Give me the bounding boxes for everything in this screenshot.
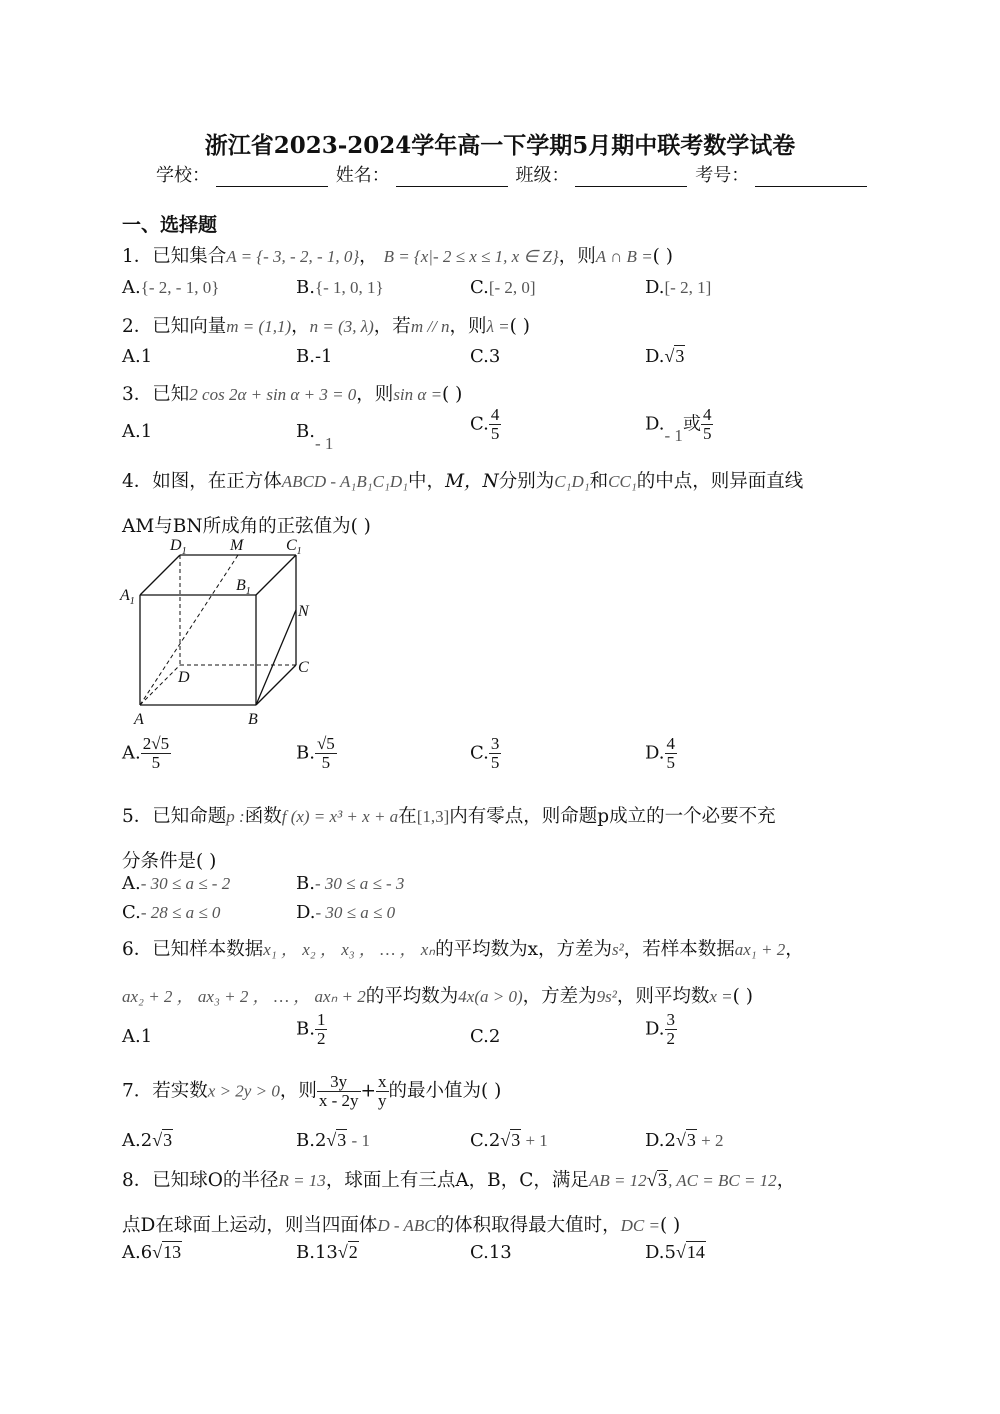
q3-d-frac: [701, 406, 714, 443]
school-label: 学校：: [156, 165, 210, 186]
q2-paren: ( ): [509, 316, 530, 337]
q7-vd2: + 2: [696, 1131, 724, 1150]
q5-vc: - 28 ≤ a ≤ 0: [140, 903, 221, 922]
q4-oc: C.: [470, 742, 489, 764]
q4-option-b: [296, 735, 337, 772]
q1-option-a: [122, 277, 219, 298]
q6-s2: s²: [612, 940, 624, 959]
q6-avg: 4x(a > 0): [458, 987, 523, 1006]
q2-option-b: B.-1: [296, 346, 333, 367]
q4-option-a: [122, 735, 171, 772]
q7-option-a: [122, 1130, 173, 1151]
class-blank: [575, 171, 687, 187]
q3-option-b: [296, 421, 334, 453]
q6-option-d: [645, 1011, 677, 1048]
q3-od: D.: [645, 413, 665, 435]
q5-oc: C.: [122, 902, 141, 923]
q8-radius: R = 13: [278, 1171, 326, 1190]
q4-ob: B.: [296, 742, 315, 764]
q6-stem: 6．已知样本数据: [122, 939, 264, 960]
q6-bn: 1: [316, 1010, 326, 1029]
q7-b-sqrt: √3: [326, 1130, 347, 1150]
q3-dn: 4: [702, 405, 712, 424]
q8-mid: ，球面上有三点A，B，C，满足: [325, 1170, 589, 1191]
q1-stem: 1．已知集合: [122, 246, 227, 267]
q1-option-d: [645, 277, 711, 298]
q7-fd1: x - 2y: [318, 1090, 359, 1110]
q6-samples: x₁ ， x₂ ， x₃ ， … ， xₙ: [263, 940, 436, 959]
question-1: [122, 242, 673, 268]
q1-oa: A.: [122, 277, 141, 298]
number-label: 考号：: [695, 165, 750, 186]
q8-tetra: D - ABC: [377, 1216, 436, 1235]
q8-abr: 3: [657, 1171, 668, 1191]
q8-stem: 8．已知球O的半径: [122, 1170, 279, 1191]
q7-stem: 7．若实数: [122, 1080, 208, 1102]
q4-cc1: CC₁: [608, 472, 637, 491]
q6-xeq: x =: [709, 987, 733, 1006]
q4-c1d1: C₁D₁: [554, 472, 590, 491]
q6-var: 9s²: [596, 987, 617, 1006]
q8-option-a: [122, 1242, 182, 1263]
label-b: B: [248, 711, 258, 728]
q5-function: f (x) = x³ + x + a: [281, 807, 399, 826]
q6-line2c: ，方差为: [522, 986, 597, 1007]
q1-expr: A ∩ B =: [595, 247, 653, 266]
school-blank: [216, 171, 328, 187]
q8-b-sqrt: √2: [337, 1242, 358, 1262]
q5-in: 在: [398, 806, 417, 827]
q5-line2: 分条件是( ): [122, 851, 217, 872]
q2-vec-m: m = (1,1): [226, 317, 292, 336]
label-c1: $C_1$: [286, 537, 302, 557]
question-3: [122, 380, 462, 406]
q4-ddn: 5: [666, 752, 676, 772]
q6-option-b: [296, 1011, 327, 1048]
q7-va: 3: [163, 1130, 173, 1150]
q8-oa: A.6: [122, 1242, 153, 1263]
q5-od: D.: [296, 902, 316, 923]
label-c: C: [298, 659, 309, 676]
q8-va: 13: [163, 1242, 182, 1262]
q8-vd: 14: [686, 1242, 705, 1262]
q4-tail: 的中点，则异面直线: [636, 471, 804, 492]
question-5: [122, 802, 776, 828]
q5-va: - 30 ≤ a ≤ - 2: [140, 874, 231, 893]
q2-option-a: A.1: [122, 346, 153, 367]
q4-bn: √5: [316, 734, 335, 753]
q8-paren: ( ): [659, 1215, 681, 1236]
q7-fd2: y: [378, 1090, 387, 1110]
class-label: 班级：: [515, 165, 570, 186]
question-7: [122, 1073, 501, 1110]
label-d1: $D_1$: [170, 537, 187, 557]
q7-ob: B.2: [296, 1130, 327, 1151]
label-n: N: [298, 603, 309, 620]
section-heading: 一、选择题: [122, 214, 218, 236]
q8-dc: DC =: [620, 1216, 660, 1235]
page-title: 浙江省2023-2024学年高一下学期5月期中联考数学试卷: [204, 132, 796, 159]
q1-od: D.: [645, 277, 665, 298]
question-6: [122, 935, 804, 961]
q1-oc: C.: [470, 277, 489, 298]
cube-figure: [118, 530, 328, 730]
q6-line2d: ，则平均数: [616, 986, 710, 1007]
q6-d-frac: [665, 1011, 678, 1048]
q8-ab: AB = 12: [588, 1171, 647, 1190]
q1-option-c: [470, 277, 536, 298]
q5-option-b: [296, 873, 404, 894]
q5-stem: 5．已知命题: [122, 806, 227, 827]
q6-dn: 3: [666, 1010, 676, 1029]
q7-fn1: 3y: [317, 1073, 361, 1092]
q6-dd: 2: [666, 1028, 676, 1048]
q5-tail: 内有零点，则命题p成立的一个必要不充: [449, 806, 776, 827]
q8-ob: B.13: [296, 1242, 338, 1263]
q7-vc2: + 1: [521, 1131, 548, 1150]
q4-a-frac: [141, 735, 171, 772]
q5-option-d: [296, 902, 395, 923]
q2-mid: ，若: [373, 316, 411, 337]
q4-b-frac: [315, 735, 337, 772]
label-a1: $A_1$: [120, 587, 135, 607]
q6-tail: ，若样本数据: [623, 939, 735, 960]
q8-comma: ，: [776, 1170, 796, 1191]
q4-ad: 5: [151, 752, 161, 772]
q6-ax1: ax₁ + 2: [734, 940, 786, 959]
q4-line2: AM与BN所成角的正弦值为( ): [122, 516, 371, 537]
q3-c-frac: [489, 406, 502, 443]
q4-and: 和: [589, 471, 609, 492]
q3-or: 或: [682, 413, 701, 435]
q6-option-a: A.1: [122, 1026, 153, 1047]
q8-option-d: [645, 1242, 706, 1263]
q4-d-frac: [665, 735, 678, 772]
q5-interval: [1,3]: [416, 807, 450, 826]
q2-vec-n: n = (3, λ): [309, 317, 374, 336]
q8-option-b: [296, 1242, 359, 1263]
q1-vd: [- 2, 1]: [664, 278, 712, 297]
q2-sqrt: √3: [664, 346, 685, 366]
label-a: A: [134, 711, 144, 728]
q7-cond: x > 2y > 0: [207, 1081, 280, 1101]
q2-tail: ，则: [449, 316, 487, 337]
q5-oa: A.: [122, 873, 141, 894]
q7-vc: 3: [511, 1130, 521, 1150]
q7-frac2: [376, 1073, 389, 1110]
q3-option-c: [470, 406, 501, 443]
q4-bd: 5: [321, 752, 331, 772]
q8-od: D.5: [645, 1242, 676, 1263]
q3-expr: sin α =: [393, 385, 443, 404]
name-label: 姓名：: [335, 165, 390, 186]
q7-frac1: [317, 1073, 361, 1110]
q4-cdn: 5: [490, 752, 500, 772]
q7-d-sqrt: √3: [675, 1130, 696, 1150]
q2-vd: 3: [675, 346, 685, 366]
q7-vb2: - 1: [347, 1131, 370, 1150]
q7-fn2: x: [378, 1072, 387, 1091]
q7-c-sqrt: √3: [500, 1130, 521, 1150]
q6-option-c: C.2: [470, 1026, 501, 1047]
q2-stem: 2．已知向量: [122, 316, 227, 337]
q2-sep: ，: [291, 316, 310, 337]
q8-line2b: 的体积取得最大值时，: [435, 1215, 621, 1236]
q8-vb: 2: [348, 1242, 358, 1262]
q5-ob: B.: [296, 873, 315, 894]
q7-oa: A.2: [122, 1130, 153, 1151]
q5-option-c: [122, 902, 220, 923]
q4-cn: 3: [490, 734, 500, 753]
q8-acbc: , AC = BC = 12: [668, 1171, 777, 1190]
q5-mid: 函数: [244, 806, 282, 827]
q7-option-d: [645, 1130, 723, 1151]
q8-ab-sqrt: √3: [646, 1171, 668, 1191]
q6-paren: ( ): [732, 986, 753, 1007]
q3-equation: 2 cos 2α + sin α + 3 = 0: [189, 385, 357, 404]
q7-option-b: [296, 1130, 370, 1151]
q6-line2b: 的平均数为: [365, 986, 459, 1007]
student-info: [156, 161, 869, 187]
q6-line2: [122, 982, 753, 1008]
q1-option-b: [296, 277, 384, 298]
q3-vb: - 1: [314, 434, 334, 453]
q4-option-c: [470, 735, 501, 772]
q1-sep: ，: [359, 246, 378, 267]
q1-va: {- 2, - 1, 0}: [140, 278, 220, 297]
q3-dd: 5: [702, 423, 712, 443]
q4-mid: 中，: [408, 471, 446, 492]
q8-option-c: C.13: [470, 1242, 512, 1263]
q3-cn: 4: [490, 405, 500, 424]
q4-mid2: 分别为: [498, 471, 555, 492]
q1-paren: ( ): [652, 246, 673, 267]
q8-a-sqrt: √13: [152, 1242, 182, 1262]
q4-oa: A.: [122, 742, 141, 764]
question-4: [122, 467, 803, 493]
question-2: [122, 312, 530, 338]
q6-samples2: ax₂ + 2 ， ax₃ + 2 ， … ， axₙ + 2: [122, 987, 366, 1006]
q4-c-frac: [489, 735, 502, 772]
q5-option-a: [122, 873, 230, 894]
q7-vd: 3: [686, 1130, 696, 1150]
q3-vd1: - 1: [664, 426, 683, 446]
q7-tail: 的最小值为( ): [388, 1080, 502, 1102]
q7-option-c: [470, 1130, 548, 1151]
label-m: M: [230, 537, 244, 554]
q5-vb: - 30 ≤ a ≤ - 3: [314, 874, 405, 893]
q7-plus: +: [360, 1080, 377, 1102]
q3-oc: C.: [470, 413, 489, 435]
number-blank: [755, 171, 867, 187]
q1-ob: B.: [296, 277, 315, 298]
q7-mid: ，则: [279, 1080, 317, 1102]
q5-p: p :: [226, 807, 245, 826]
q3-option-d: [645, 405, 713, 446]
q2-option-c: C.3: [470, 346, 501, 367]
q6-od: D.: [645, 1018, 665, 1040]
q3-stem: 3．已知: [122, 384, 190, 405]
q5-vd: - 30 ≤ a ≤ 0: [315, 903, 396, 922]
q1-vb: {- 1, 0, 1}: [314, 278, 384, 297]
q1-vc: [- 2, 0]: [488, 278, 536, 297]
q2-od: D.: [645, 346, 665, 367]
q1-set-b: B = {x|- 2 ≤ x ≤ 1, x ∈ Z}: [383, 247, 559, 266]
q2-parallel: m // n: [410, 317, 450, 336]
q8-d-sqrt: √14: [675, 1242, 705, 1262]
q4-an: 2√5: [142, 734, 170, 753]
q3-ob: B.: [296, 421, 315, 442]
q4-mn: M，N: [445, 471, 499, 492]
q3-cd: 5: [490, 423, 500, 443]
q1-tail: ，则: [558, 246, 596, 267]
q7-od: D.2: [645, 1130, 676, 1151]
question-8: [122, 1166, 795, 1192]
q6-comma: ，: [785, 939, 804, 960]
q4-option-d: [645, 735, 677, 772]
q7-a-sqrt: √3: [152, 1130, 173, 1150]
q6-ob: B.: [296, 1018, 315, 1040]
q7-oc: C.2: [470, 1130, 501, 1151]
q6-mid: 的平均数为x，方差为: [435, 939, 613, 960]
q4-od: D.: [645, 742, 665, 764]
q8-line2a: 点D在球面上运动，则当四面体: [122, 1215, 378, 1236]
label-b1: $B_1$: [236, 577, 251, 597]
label-d: D: [178, 669, 190, 686]
q6-bd: 2: [316, 1028, 326, 1048]
q7-vb: 3: [337, 1130, 347, 1150]
q3-option-a: A.1: [122, 421, 153, 442]
q8-line2: [122, 1211, 680, 1237]
q3-paren: ( ): [442, 384, 463, 405]
q4-stem: 4．如图，在正方体: [122, 471, 282, 492]
q4-cube: ABCD - A₁B₁C₁D₁: [281, 472, 409, 491]
q6-b-frac: [315, 1011, 328, 1048]
q2-lambda: λ =: [486, 317, 510, 336]
q2-option-d: [645, 346, 685, 367]
q1-set-a: A = {- 3, - 2, - 1, 0}: [226, 247, 360, 266]
name-blank: [396, 171, 508, 187]
q3-tail: ，则: [356, 384, 394, 405]
q4-dn: 4: [666, 734, 676, 753]
